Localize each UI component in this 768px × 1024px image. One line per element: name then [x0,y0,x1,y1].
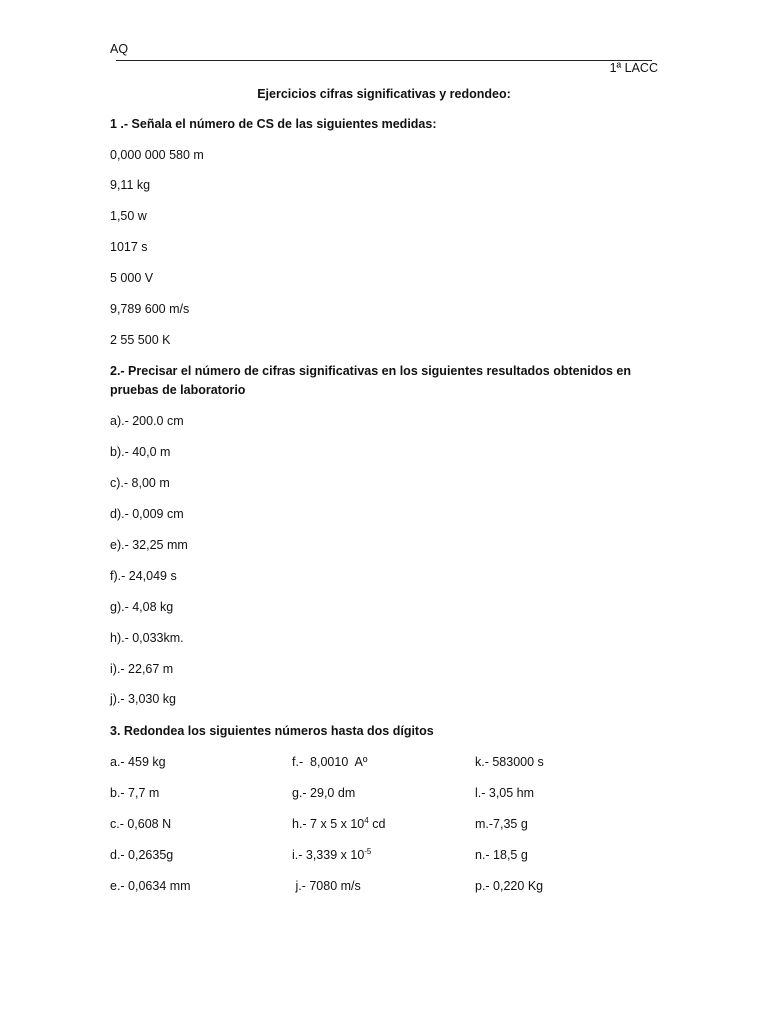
list-item: f.- 8,0010 Aº [292,755,368,769]
list-item: 1,50 w [110,209,147,223]
list-item [292,848,371,862]
list-item: p.- 0,220 Kg [475,879,544,893]
list-item: h).- 0,033km. [110,631,184,645]
section3-heading: 3. Redondea los siguientes números hasta dos dígitos [110,724,434,738]
list-item: g).- 4,08 kg [110,600,174,614]
list-item [292,817,385,831]
list-item: d.- 0,2635g [110,848,174,862]
list-item: m.-7,35 g [475,817,528,831]
list-item: 2 55 500 K [110,333,171,347]
list-item: c).- 8,00 m [110,476,170,490]
header-course: 1ª LACC [609,61,658,75]
section2-heading-line2: pruebas de laboratorio [110,383,246,397]
list-item: l.- 3,05 hm [475,786,535,800]
item-unit: cd [368,817,386,831]
list-item: e).- 32,25 mm [110,538,188,552]
list-item: a.- 459 kg [110,755,166,769]
list-item: a).- 200.0 cm [110,414,184,428]
list-item: 9,11 kg [110,178,151,192]
list-item: 0,000 000 580 m [110,148,204,162]
list-item: b.- 7,7 m [110,786,160,800]
list-item: 9,789 600 m/s [110,302,190,316]
list-item: d).- 0,009 cm [110,507,184,521]
list-item: i).- 22,67 m [110,662,174,676]
list-item: c.- 0,608 N [110,817,172,831]
list-item: n.- 18,5 g [475,848,528,862]
header-rule [116,60,652,61]
exponent: -5 [364,847,372,856]
section1-heading: 1 .- Señala el número de CS de las siguientes medidas: [110,117,437,131]
item-text: i.- 3,339 x 10 [292,848,365,862]
list-item: 5 000 V [110,271,154,285]
document-title: Ejercicios cifras significativas y redondeo: [257,87,511,101]
section2-heading-line1: 2.- Precisar el número de cifras significativas en los siguientes resultados obtenidos en [110,364,632,378]
exponent: 4 [364,816,369,825]
list-item: j).- 3,030 kg [110,692,177,706]
item-text: h.- 7 x 5 x 10 [292,817,365,831]
list-item: g.- 29,0 dm [292,786,356,800]
list-item: e.- 0,0634 mm [110,879,191,893]
list-item: j.- 7080 m/s [292,879,361,893]
list-item: k.- 583000 s [475,755,544,769]
list-item: 1017 s [110,240,148,254]
list-item: b).- 40,0 m [110,445,171,459]
list-item: f).- 24,049 s [110,569,177,583]
header-author: AQ [110,42,129,56]
